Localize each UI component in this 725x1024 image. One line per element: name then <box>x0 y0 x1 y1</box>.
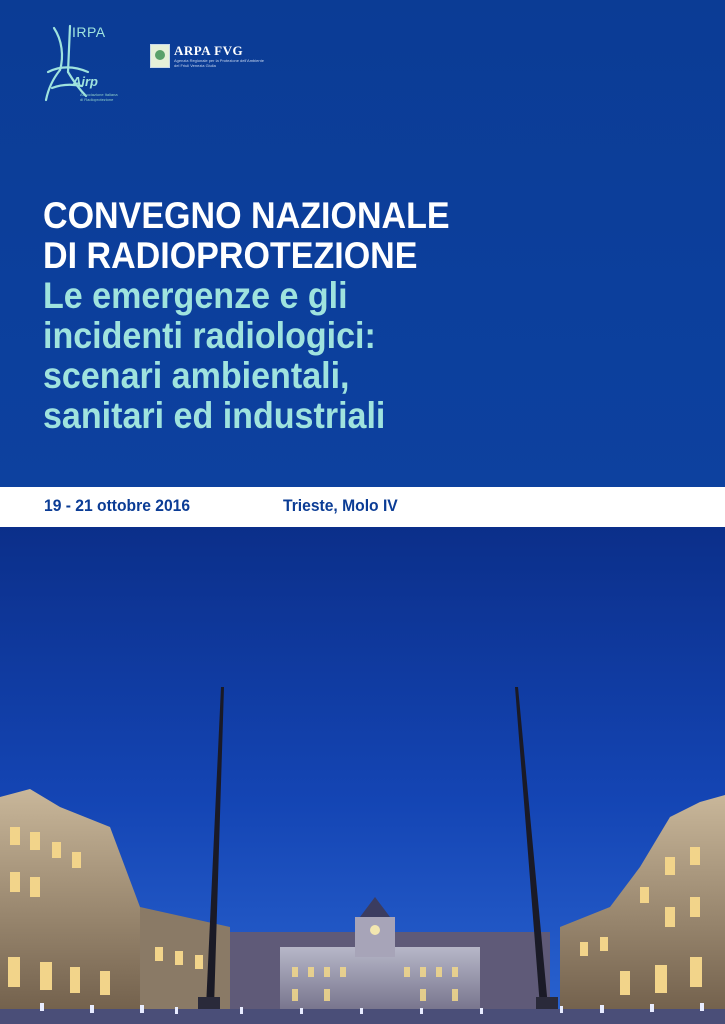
piazza-unita-photo <box>0 527 725 1024</box>
arpa-logo-caption: Agenzia Regionale per la Protezione dell'Ambiente del Friuli Venezia Giulia <box>174 58 264 68</box>
event-info-band <box>0 487 725 527</box>
cover-title <box>43 196 693 436</box>
airp-logo-text-top: IRPA <box>72 24 106 40</box>
subtitle-line-3: scenari ambientali, <box>43 355 350 396</box>
title-line-2: DI RADIOPROTEZIONE <box>43 235 418 276</box>
subtitle-line-1: Le emergenze e gli <box>43 275 348 316</box>
cover-header <box>0 0 725 487</box>
airp-logo-text-bottom: Airp <box>72 74 98 89</box>
subtitle-line-2: incidenti radiologici: <box>43 315 376 356</box>
subtitle-line-4: sanitari ed industriali <box>43 395 386 436</box>
arpa-badge-icon <box>150 44 170 68</box>
arpa-fvg-logo <box>150 43 264 74</box>
night-square-illustration <box>0 527 725 1024</box>
event-date: 19 - 21 ottobre 2016 <box>44 496 191 515</box>
arpa-logo-name: ARPA FVG <box>174 43 244 58</box>
title-line-1: CONVEGNO NAZIONALE <box>43 195 450 236</box>
event-place: Trieste, Molo IV <box>283 496 398 515</box>
airp-logo-caption: Associazione Italiana di Radioprotezione <box>80 92 118 102</box>
